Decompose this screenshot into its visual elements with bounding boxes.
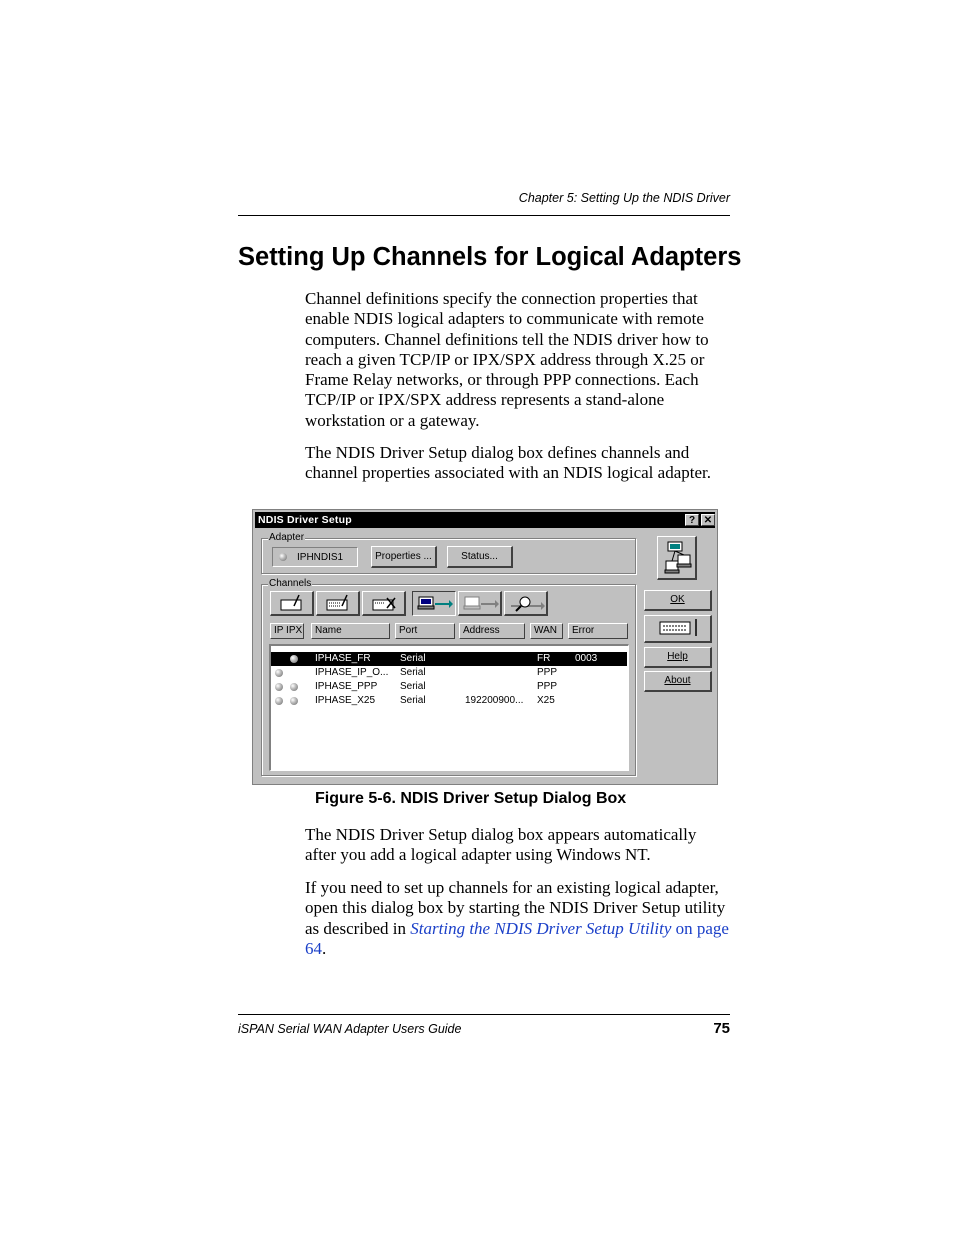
adapter-card-icon: [646, 616, 710, 640]
column-header-address[interactable]: Address: [459, 623, 525, 639]
table-row[interactable]: [271, 666, 627, 680]
ip-status-icon: [275, 683, 283, 691]
paragraph-channel-definitions: Channel definitions specify the connection properties that enable NDIS logical adapters to communicate with remote computers. Channel definitions tell the NDIS driver how to reach a given TCP/IP or IPX/SPX address through X.25 or Frame Relay networks, or through PPP connections. Each TCP/IP or IPX/SPX address represents a stand-alone workstation or a gateway.: [305, 289, 709, 430]
column-header-ip-ipx[interactable]: IP IPX: [270, 623, 304, 639]
row-port: Serial: [400, 653, 426, 664]
row-wan: X25: [537, 695, 555, 706]
ipx-status-icon: [290, 683, 298, 691]
figure-caption: Figure 5-6. NDIS Driver Setup Dialog Box: [315, 790, 627, 807]
status-button[interactable]: Status...: [447, 546, 513, 568]
ok-button-label: OK: [670, 594, 685, 605]
disconnect-channel-button[interactable]: [458, 591, 502, 616]
help-question-button[interactable]: ?: [685, 514, 699, 526]
section-title: Setting Up Channels for Logical Adapters: [238, 243, 742, 271]
paragraph-end: .: [322, 938, 327, 958]
adapter-status-icon: [279, 553, 287, 561]
adapter-group-label: Adapter: [269, 532, 305, 543]
delete-channel-button[interactable]: [362, 591, 406, 616]
footer-guide-title: iSPAN Serial WAN Adapter Users Guide: [238, 1022, 462, 1036]
paragraph-text: If you need to set up channels for an existing logical adapter, open this dialog box by starting the NDIS Driver Setup utility as described in: [305, 878, 726, 938]
row-wan: PPP: [537, 681, 558, 692]
adapter-selector[interactable]: [272, 547, 358, 567]
edit-icon: [317, 592, 359, 615]
delete-icon: [363, 592, 405, 615]
link-title: Starting the NDIS Driver Setup Utility: [410, 918, 672, 938]
row-wan: PPP: [537, 667, 558, 678]
column-header-name[interactable]: Name: [311, 623, 390, 639]
dialog-title: NDIS Driver Setup: [258, 514, 352, 526]
header-rule: [238, 215, 730, 216]
table-row[interactable]: [271, 680, 627, 694]
row-error: 0003: [575, 653, 598, 664]
running-header: Chapter 5: Setting Up the NDIS Driver: [518, 191, 730, 205]
close-icon[interactable]: ✕: [701, 514, 715, 526]
about-button-label: About: [664, 675, 691, 686]
ok-button[interactable]: [644, 590, 712, 611]
network-icon: [658, 537, 696, 577]
table-row[interactable]: [271, 652, 627, 666]
paragraph-dialog-purpose: The NDIS Driver Setup dialog box defines channels and channel properties associated with an NDIS logical adapter.: [305, 443, 711, 483]
ipx-status-icon: [290, 697, 298, 705]
paragraph-open-dialog: [305, 878, 731, 959]
paragraph-dialog-appears: The NDIS Driver Setup dialog box appears automatically after you add a logical adapter using Windows NT.: [305, 825, 697, 865]
connect-channel-button[interactable]: [412, 591, 456, 616]
properties-button[interactable]: Properties ...: [371, 546, 437, 568]
channels-group-label: Channels: [269, 578, 312, 589]
dialog-titlebar: [255, 512, 715, 528]
row-port: Serial: [400, 667, 426, 678]
configure-adapter-button[interactable]: [644, 615, 712, 643]
link-page: on page 64: [305, 918, 729, 958]
row-wan: FR: [537, 653, 551, 664]
page-number: 75: [713, 1020, 730, 1037]
help-button[interactable]: [644, 647, 712, 668]
footer-rule: [238, 1014, 730, 1015]
magnifier-icon: [505, 592, 547, 615]
connect-icon: [413, 592, 455, 615]
table-row[interactable]: [271, 694, 627, 708]
new-document-icon: [271, 592, 313, 615]
column-header-error[interactable]: Error: [568, 623, 628, 639]
edit-channel-button[interactable]: [316, 591, 360, 616]
row-name: IPHASE_PPP: [315, 681, 378, 692]
monitor-channel-button[interactable]: [504, 591, 548, 616]
help-button-label: Help: [667, 651, 688, 662]
row-name: IPHASE_X25: [315, 695, 376, 706]
network-config-button[interactable]: [657, 536, 697, 580]
ip-status-icon: [275, 669, 283, 677]
column-header-wan[interactable]: WAN: [530, 623, 563, 639]
ip-status-icon: [275, 697, 283, 705]
ndis-driver-setup-dialog: [252, 509, 718, 785]
adapter-value: IPHNDIS1: [297, 552, 344, 563]
row-name: IPHASE_IP_O...: [315, 667, 389, 678]
row-port: Serial: [400, 681, 426, 692]
adapter-group: [261, 532, 636, 574]
row-port: Serial: [400, 695, 426, 706]
row-address: 192200900...: [465, 695, 524, 706]
disconnect-icon: [459, 592, 501, 615]
row-name: IPHASE_FR: [315, 653, 371, 664]
about-button[interactable]: [644, 671, 712, 692]
ipx-status-icon: [290, 655, 298, 663]
column-header-port[interactable]: Port: [395, 623, 455, 639]
add-channel-button[interactable]: [270, 591, 314, 616]
channel-list[interactable]: [269, 644, 629, 771]
